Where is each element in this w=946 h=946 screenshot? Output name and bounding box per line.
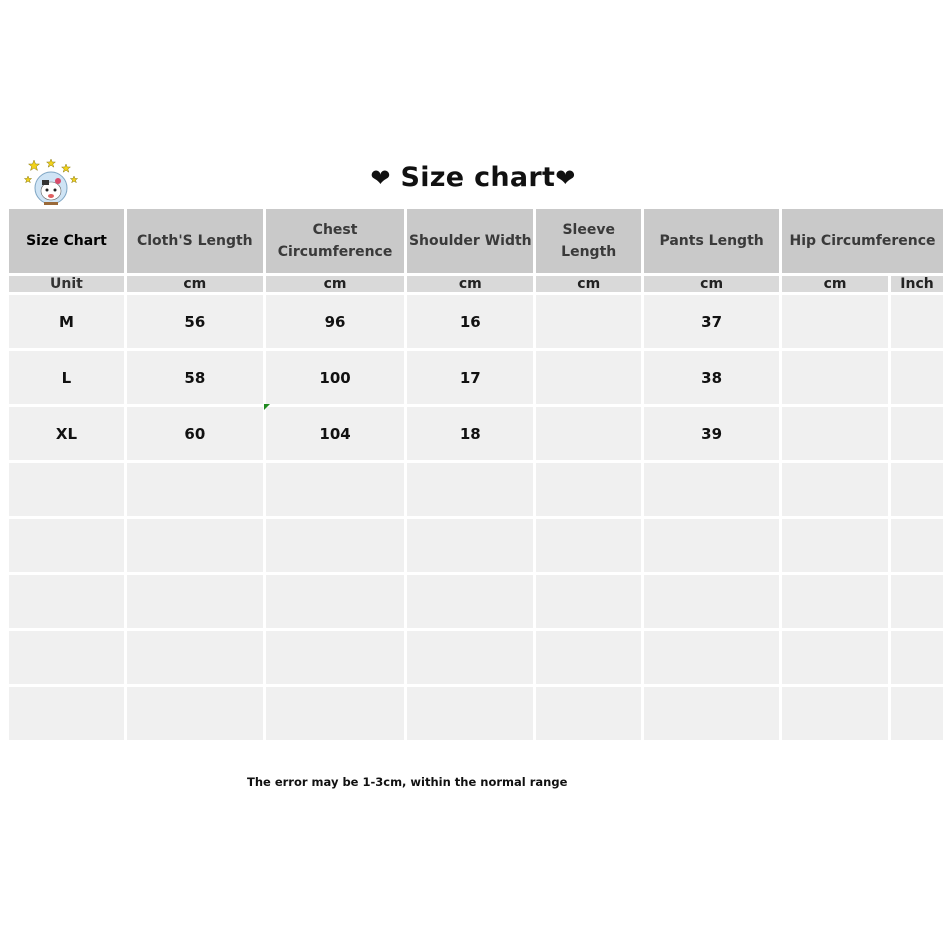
table-cell bbox=[9, 575, 124, 628]
table-cell: 38 bbox=[644, 351, 779, 404]
table-cell bbox=[782, 519, 888, 572]
unit-cell: Unit bbox=[9, 276, 124, 292]
table-cell bbox=[536, 687, 641, 740]
table-row bbox=[9, 575, 943, 628]
title-text: Size chart bbox=[400, 162, 556, 193]
table-cell bbox=[266, 575, 405, 628]
table-cell bbox=[644, 463, 779, 516]
table-cell bbox=[127, 631, 263, 684]
table-row bbox=[9, 351, 943, 404]
table-cell: 17 bbox=[407, 351, 533, 404]
column-header: Shoulder Width bbox=[407, 209, 533, 273]
table-cell bbox=[891, 575, 943, 628]
table-cell bbox=[891, 519, 943, 572]
table-cell: 39 bbox=[644, 407, 779, 460]
table-cell: 18 bbox=[407, 407, 533, 460]
table-cell bbox=[782, 575, 888, 628]
column-header: Cloth'S Length bbox=[127, 209, 263, 273]
unit-cell: cm bbox=[536, 276, 641, 292]
table-cell bbox=[9, 519, 124, 572]
table-cell bbox=[891, 687, 943, 740]
table-cell bbox=[407, 519, 533, 572]
size-table bbox=[6, 206, 946, 743]
unit-cell: cm bbox=[127, 276, 263, 292]
table-cell bbox=[127, 575, 263, 628]
unit-cell: cm bbox=[407, 276, 533, 292]
table-cell bbox=[407, 463, 533, 516]
table-row bbox=[9, 631, 943, 684]
table-cell bbox=[536, 519, 641, 572]
table-row bbox=[9, 687, 943, 740]
header-row bbox=[9, 209, 943, 273]
table-row bbox=[9, 407, 943, 460]
table-row bbox=[9, 295, 943, 348]
table-cell bbox=[782, 407, 888, 460]
table-cell bbox=[266, 519, 405, 572]
table-cell: 58 bbox=[127, 351, 263, 404]
table-cell bbox=[536, 351, 641, 404]
table-cell bbox=[536, 295, 641, 348]
table-cell bbox=[891, 295, 943, 348]
heart-icon: ❤ bbox=[370, 164, 391, 192]
page-title bbox=[0, 162, 946, 193]
unit-cell: cm bbox=[266, 276, 405, 292]
column-header: Sleeve Length bbox=[536, 209, 641, 273]
table-row bbox=[9, 463, 943, 516]
table-cell bbox=[891, 351, 943, 404]
table-cell: L bbox=[9, 351, 124, 404]
table-cell bbox=[891, 463, 943, 516]
unit-cell: cm bbox=[644, 276, 779, 292]
unit-row bbox=[9, 276, 943, 292]
table-cell bbox=[536, 407, 641, 460]
table-cell: XL bbox=[9, 407, 124, 460]
table-cell bbox=[782, 295, 888, 348]
column-header: Pants Length bbox=[644, 209, 779, 273]
table-cell bbox=[891, 407, 943, 460]
table-cell: M bbox=[9, 295, 124, 348]
table-cell bbox=[644, 519, 779, 572]
column-header: Chest Circumference bbox=[266, 209, 405, 273]
table-cell: 100 bbox=[266, 351, 405, 404]
table-cell bbox=[266, 463, 405, 516]
table-cell bbox=[782, 631, 888, 684]
table-cell bbox=[127, 687, 263, 740]
column-header: Hip Circumference bbox=[782, 209, 943, 273]
table-cell bbox=[407, 631, 533, 684]
table-cell bbox=[127, 519, 263, 572]
table-cell bbox=[782, 687, 888, 740]
table-cell: 104 bbox=[266, 407, 405, 460]
table-cell: 60 bbox=[127, 407, 263, 460]
table-cell bbox=[9, 463, 124, 516]
table-cell: 37 bbox=[644, 295, 779, 348]
unit-cell: Inch bbox=[891, 276, 943, 292]
table-cell bbox=[644, 687, 779, 740]
table-cell bbox=[782, 463, 888, 516]
table-cell bbox=[644, 575, 779, 628]
table-cell bbox=[407, 575, 533, 628]
table-cell bbox=[644, 631, 779, 684]
footnote: The error may be 1-3cm, within the normal range bbox=[247, 775, 568, 789]
table-cell bbox=[536, 575, 641, 628]
table-cell bbox=[266, 631, 405, 684]
column-header: Size Chart bbox=[9, 209, 124, 273]
table-cell bbox=[782, 351, 888, 404]
cell-comment-marker bbox=[264, 404, 270, 410]
table-cell: 56 bbox=[127, 295, 263, 348]
table-cell bbox=[9, 631, 124, 684]
table-cell: 96 bbox=[266, 295, 405, 348]
table-cell bbox=[407, 687, 533, 740]
table-cell bbox=[127, 463, 263, 516]
unit-cell: cm bbox=[782, 276, 888, 292]
table-cell bbox=[9, 687, 124, 740]
table-cell bbox=[536, 631, 641, 684]
table-row bbox=[9, 519, 943, 572]
table-cell bbox=[266, 687, 405, 740]
table-cell bbox=[536, 463, 641, 516]
table-cell: 16 bbox=[407, 295, 533, 348]
table-cell bbox=[891, 631, 943, 684]
heart-icon: ❤ bbox=[555, 164, 576, 192]
